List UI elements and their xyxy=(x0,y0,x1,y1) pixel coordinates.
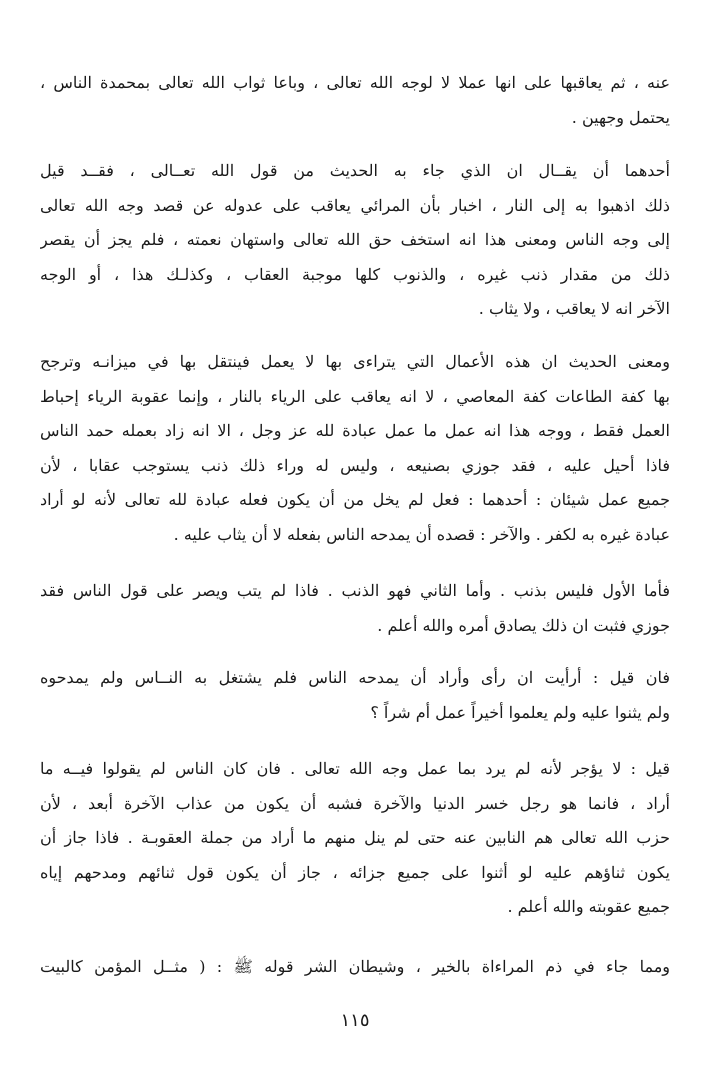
text-line: بها كفة الطاعات كفة المعاصي ، لا انه يعاقب على الرياء بالنار ، وإنما عقوبة الرياء إحباط xyxy=(40,386,670,406)
text-line: ذلك من مقدار ذنب غيره ، والذنوب كلها موجبة العقاب ، وكذلـك هذا ، أو الوجه xyxy=(40,264,670,284)
book-page xyxy=(40,0,670,1074)
text-line: أراد ، فانما هو رجل خسر الدنيا والآخرة فشبه أن يكون من عذاب الآخرة أبعد ، لأن xyxy=(40,793,670,813)
text-line: العمل فقط ، ووجه هذا انه عمل ما عمل عبادة لله عز وجل ، الا انه زاد بعمله حمد الناس xyxy=(40,421,670,440)
paragraph-4 xyxy=(40,574,670,643)
text-line: ومعنى الحديث ان هذه الأعمال التي يتراءى بها لا يعمل فينتقل بها في ميزانـه وترجح xyxy=(40,352,670,371)
paragraph-7 xyxy=(40,950,670,985)
text-line: ذلك اذهبوا به إلى النار ، اخبار بأن المرائي يعاقب على عدوله عن قصد وجه الله تعالى xyxy=(40,195,670,215)
paragraph-2 xyxy=(40,154,670,327)
text-line: يحتمل وجهين . xyxy=(571,107,670,127)
text-line: عبادة غيره به لكفر . والآخر : قصده أن يمدحه الناس بفعله لا أن يثاب عليه . xyxy=(173,524,670,544)
text-line: إلى وجه الناس ومعنى هذا انه استخف حق الله تعالى واستهان نعمته ، فلم يجز أن يقصر xyxy=(40,230,670,249)
paragraph-6 xyxy=(40,752,670,925)
text-line: جميع عقوبته والله أعلم . xyxy=(507,897,670,916)
text-line: فأما الأول فليس بذنب . وأما الثاني فهو الذنب . فاذا لم يتب ويصر على قول الناس فقد xyxy=(40,581,670,600)
text-line: أحدهما أن يقــال ان الذي جاء به الحديث من قول الله تعــالى ، فقــد قيل xyxy=(40,161,670,180)
text-line: جميع عمل شيئان : أحدهما : فعل لم يخل من أن يكون فعله عبادة لله تعالى لأنه لو أراد xyxy=(40,490,670,509)
page-number: ١١٥ xyxy=(340,1010,370,1031)
text-line: يكون ثناؤهم عليه لو أثنوا على جميع جزائه ، جاز أن يكون قول ثنائهم ومدحهم إياه xyxy=(40,862,670,882)
text-line: حزب الله تعالى هم النابين عنه حتى لم ينل منهم ما أراد من جملة العقوبـة . فاذا جاز أن xyxy=(40,828,670,847)
text-line: جوزي فثبت ان ذلك يصادق أمره والله أعلم . xyxy=(377,615,670,635)
text-line: فاذا أحيل عليه ، فقد جوزي بصنيعه ، وليس له وراء ذلك ذنب يستوجب عقابا ، لأن xyxy=(40,455,670,475)
paragraph-1 xyxy=(40,66,670,135)
text-line: فان قيل : أرأيت ان رأى وأراد أن يمدحه الناس فلم يشتغل به النــاس ولم يمدحوه xyxy=(40,668,670,687)
text-line: عنه ، ثم يعاقبها على انها عملا لا لوجه الله تعالى ، وباعا ثواب الله تعالى بمحمدة الناس ، xyxy=(40,73,670,92)
text-line: ولم يثنوا عليه ولم يعلموا أخيراً عمل أم شراً ؟ xyxy=(370,702,670,722)
text-line: ومما جاء في ذم المراءاة بالخير ، وشيطان الشر قوله ﷺ : ( مثــل المؤمن كالبيت xyxy=(40,957,670,976)
paragraph-3 xyxy=(40,345,670,552)
paragraph-5 xyxy=(40,661,670,730)
text-line: قيل : لا يؤجر لأنه لم يرد بما عمل وجه الله تعالى . فان كان الناس لم يقولوا فيــه ما xyxy=(40,759,670,778)
text-line: الآخر انه لا يعاقب ، ولا يثاب . xyxy=(478,299,670,318)
